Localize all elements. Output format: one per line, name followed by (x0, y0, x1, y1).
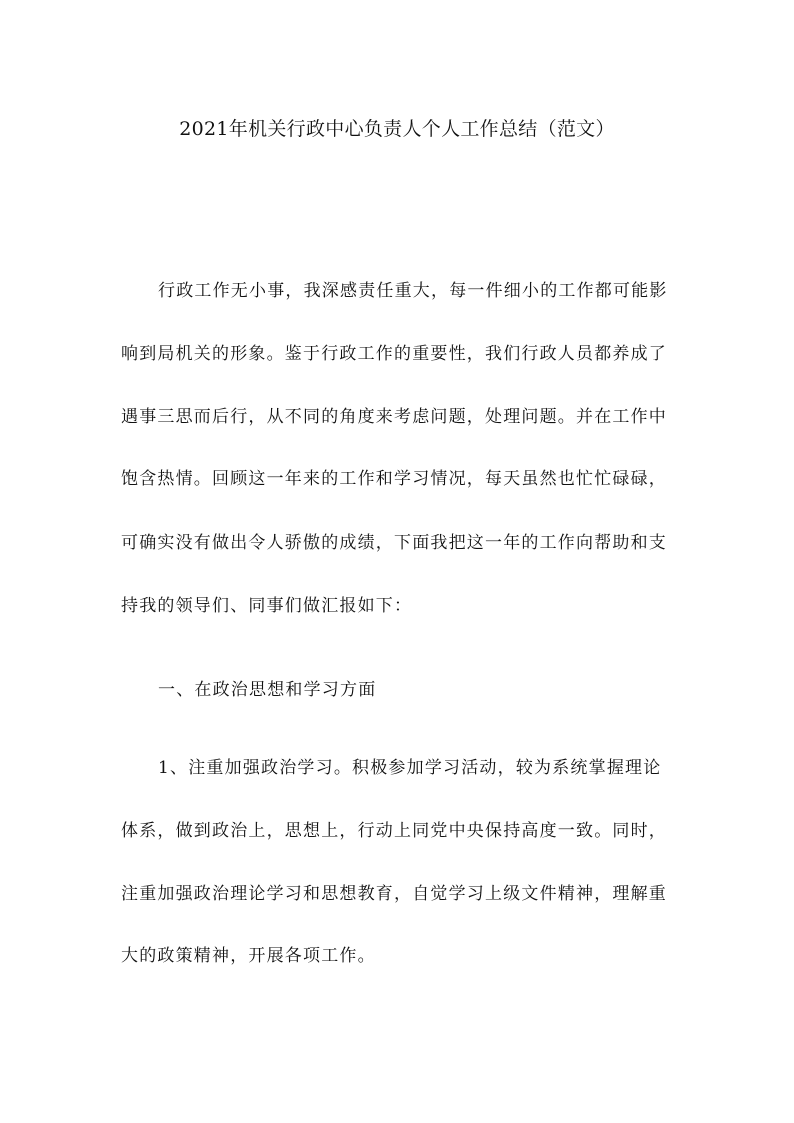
paragraph-line: 可确实没有做出令人骄傲的成绩，下面我把这一年的工作向帮助和支 (121, 533, 667, 553)
paragraph-line: 体系，做到政治上，思想上，行动上同党中央保持高度一致。同时， (121, 821, 667, 841)
paragraph-line: 饱含热情。回顾这一年来的工作和学习情况，每天虽然也忙忙碌碌， (121, 469, 667, 489)
document-title: 2021年机关行政中心负责人个人工作总结（范文） (179, 118, 615, 140)
paragraph-line: 行政工作无小事，我深感责任重大，每一件细小的工作都可能影 (158, 281, 668, 301)
paragraph-line: 注重加强政治理论学习和思想教育，自觉学习上级文件精神，理解重 (121, 884, 667, 904)
section-heading: 一、在政治思想和学习方面 (158, 680, 377, 700)
paragraph-line: 大的政策精神，开展各项工作。 (121, 946, 376, 966)
paragraph-line: 响到局机关的形象。鉴于行政工作的重要性，我们行政人员都养成了 (121, 344, 667, 364)
paragraph-line: 遇事三思而后行，从不同的角度来考虑问题，处理问题。并在工作中 (121, 407, 667, 427)
paragraph-line: 持我的领导们、同事们做汇报如下： (121, 596, 413, 616)
paragraph-line: 1、注重加强政治学习。积极参加学习活动，较为系统掌握理论 (158, 758, 662, 778)
